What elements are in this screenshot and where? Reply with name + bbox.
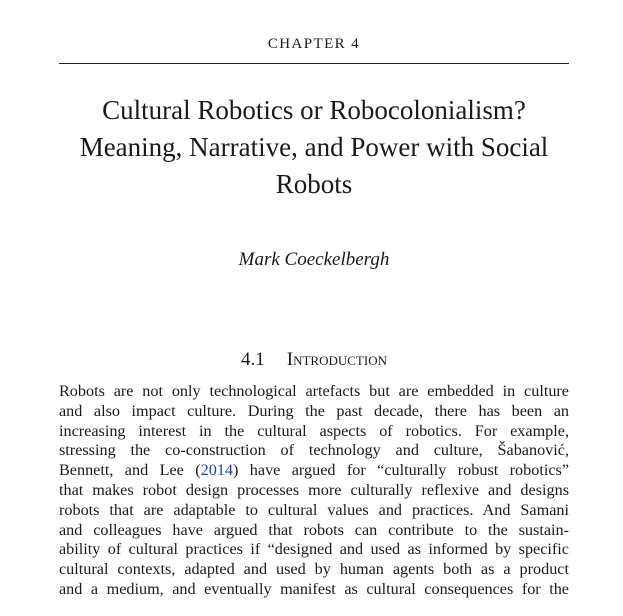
- body-line: that makes robot design processes more culturally reflexive and designs: [59, 480, 569, 499]
- chapter-divider: [59, 63, 569, 64]
- body-line-with-citation: [59, 461, 569, 481]
- chapter-title-line: Robots: [275, 169, 353, 199]
- section-number: 4.1: [241, 349, 265, 370]
- section-title: Introduction: [286, 349, 387, 370]
- author-name: Mark Coeckelbergh: [238, 249, 390, 270]
- body-line: robots that are adaptable to cultural values and practices. And Samani: [59, 500, 569, 519]
- body-line: Robots are not only technological artefacts but are embedded in culture: [59, 382, 569, 400]
- body-line: increasing interest in the cultural aspects of robotics. For example,: [59, 421, 569, 440]
- body-line: ability of cultural practices if “designed and used as informed by specific: [59, 540, 569, 559]
- chapter-title-line: Cultural Robotics or Robocolonialism?: [102, 95, 526, 125]
- citation-suffix: ) have argued for “culturally robust robotics”: [233, 461, 569, 480]
- chapter-title: [59, 92, 569, 203]
- citation-prefix: Bennett, and Lee (: [59, 461, 201, 480]
- citation-link-2014[interactable]: 2014: [200, 461, 233, 480]
- body-line: and a medium, and eventually manifest as cultural consequences for the: [59, 579, 569, 598]
- body-line: and also impact culture. During the past decade, there has been an: [59, 401, 569, 420]
- body-line: cultural contexts, adapted and used by human agents both as a product: [59, 560, 569, 579]
- chapter-label: CHAPTER 4: [267, 36, 361, 52]
- chapter-title-line: Meaning, Narrative, and Power with Social: [79, 132, 549, 162]
- body-line: and colleagues have argued that robots can contribute to the sustain-: [59, 520, 569, 539]
- body-paragraph: [59, 382, 569, 600]
- section-heading: [59, 349, 569, 371]
- body-line: stressing the co-construction of technology and culture, Šabanović,: [59, 441, 569, 460]
